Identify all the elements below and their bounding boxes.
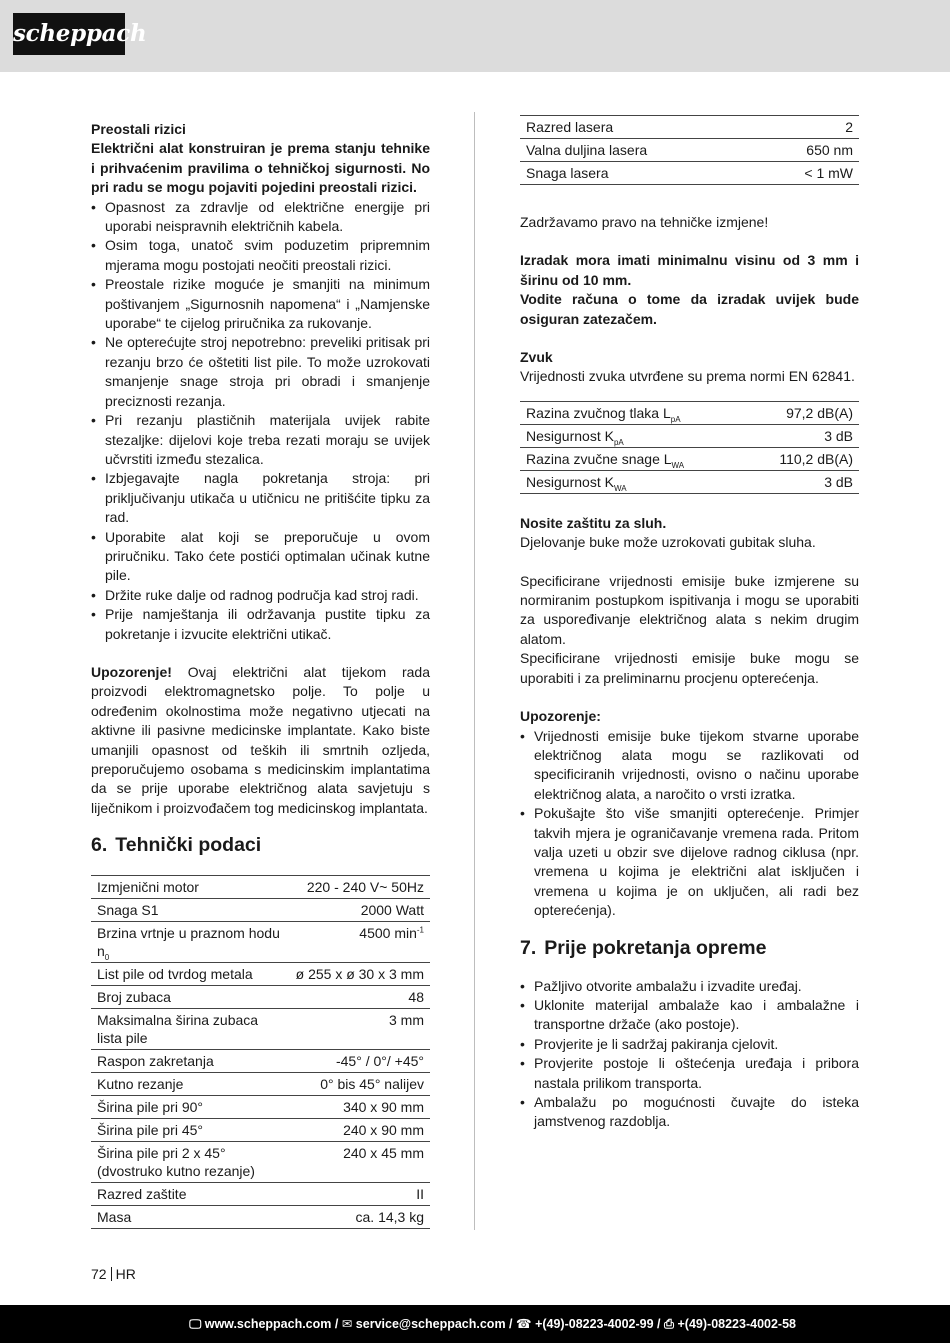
- table-row: [91, 899, 430, 922]
- spec-label: Kutno rezanje: [91, 1073, 290, 1096]
- email-link[interactable]: service@scheppach.com: [355, 1317, 506, 1331]
- emf-warning-text: Ovaj električni alat tijekom rada proizvodi elektromagnetsko polje. To polje u određenim okolnostima može negativno utjecati na aktivne ili pasivne medicinske implantate. Kako biste umanjili opasnost od teških ili smrtnih ozljeda, preporučujemo osobama s medicinskim implantatima da se prije uporabe električnog alata savjetuju s liječnikom i proizvođačem tog medicinskog implantata.: [91, 663, 430, 816]
- spec-label: Širina pile pri 2 x 45° (dvostruko kutno rezanje): [91, 1142, 290, 1183]
- phone-number[interactable]: +(49)-08223-4002-99: [535, 1317, 654, 1331]
- spec-value: 48: [290, 986, 430, 1009]
- table-row: [520, 401, 859, 424]
- table-row: [91, 986, 430, 1009]
- spec-label: Maksimalna širina zubaca lista pile: [91, 1009, 290, 1050]
- spec-value: 650 nm: [753, 139, 859, 162]
- spec-label: Broj zubaca: [91, 986, 290, 1009]
- spec-label: Razina zvučnog tlaka $L_{pA}$: [520, 401, 745, 424]
- spec-label: Razina zvučne snage $L_{WA}$: [520, 447, 745, 470]
- list-item: • Provjerite postoje li oštećenja uređaja i pribora nastala prilikom transporta.: [520, 1054, 859, 1093]
- sound-text: Vrijednosti zvuka utvrđene su prema normi EN 62841.: [520, 368, 855, 385]
- table-row: [91, 876, 430, 899]
- spec-label: Brzina vrtnje u praznom hodu $n_0$: [91, 922, 290, 963]
- spec-label: Razred zaštite: [91, 1183, 290, 1206]
- emf-warning: [91, 663, 430, 818]
- list-item: • Opasnost za zdravlje od električne energije pri uporabi neispravnih električnih kabela.: [91, 198, 430, 237]
- list-item: • Uklonite materijal ambalaže kao i ambalažne i transportne držače (ako postoje).: [520, 996, 859, 1035]
- noise-warning-list: [520, 727, 859, 921]
- spec-value: 340 x 90 mm: [290, 1096, 430, 1119]
- table-row: [520, 162, 859, 185]
- spec-label: Nesigurnost $K_{WA}$: [520, 470, 745, 493]
- list-item: • Pažljivo otvorite ambalažu i izvadite uređaj.: [520, 977, 859, 996]
- spec-label: Nesigurnost $K_{pA}$: [520, 424, 745, 447]
- table-row: [91, 1142, 430, 1183]
- spec-value: 2000 Watt: [290, 899, 430, 922]
- residual-risks-title: Preostali rizici: [91, 121, 186, 137]
- spec-label: Snaga lasera: [520, 162, 753, 185]
- table-row: [520, 447, 859, 470]
- spec-value: 3 mm: [290, 1009, 430, 1050]
- noise-spec-paragraph-2: Specificirane vrijednosti emisije buke mogu se uporabiti i za preliminarnu procjenu opterećenja.: [520, 650, 859, 686]
- spec-label: Snaga S1: [91, 899, 290, 922]
- table-row: [91, 1206, 430, 1229]
- spec-value: 3 dB: [745, 470, 859, 493]
- table-row: [91, 1183, 430, 1206]
- section-6-heading: 6. Tehnički podaci: [91, 834, 262, 857]
- list-item: • Prije namještanja ili održavanja pustite tipku za pokretanje i izvucite električni utikač.: [91, 605, 430, 644]
- email-icon: ✉: [341, 1317, 353, 1331]
- list-item: • Provjerite je li sadržaj pakiranja cjelovit.: [520, 1035, 859, 1054]
- list-item: • Osim toga, unatoč svim poduzetim pripremnim mjerama mogu postojati neočiti preostali rizici.: [91, 236, 430, 275]
- startup-list: [520, 977, 859, 1132]
- spec-value: ca. 14,3 kg: [290, 1206, 430, 1229]
- spec-label: Masa: [91, 1206, 290, 1229]
- list-item: • Pokušajte što više smanjiti opterećenje. Primjer takvih mjera je ograničavanje vremena rada. Pritom valja uzeti u obzir sve dijelove radnog ciklusa (npr. vremena u kojima je električni alat isključen i vremena u kojima je on uključen, ali radi bez opterećenja).: [520, 804, 859, 920]
- spec-label: Izmjenični motor: [91, 876, 290, 899]
- hearing-protection-title: Nosite zaštitu za sluh.: [520, 514, 667, 531]
- table-row: [91, 1050, 430, 1073]
- residual-risks-list: [91, 198, 430, 644]
- spec-value: 220 - 240 V~ 50Hz: [290, 876, 430, 899]
- spec-value: 0° bis 45° nalijev: [290, 1073, 430, 1096]
- section-7-heading: 7. Prije pokretanja opreme: [520, 936, 767, 959]
- hearing-protection-text: Djelovanje buke može uzrokovati gubitak sluha.: [520, 534, 816, 551]
- spec-value: 97,2 dB(A): [745, 401, 859, 424]
- list-item: • Vrijednosti emisije buke tijekom stvarne uporabe električnog alata mogu se razlikovati od specificiranih vrijednosti, ovisno o načinu uporabe električnog alata, a naročito o vrsti izratka.: [520, 727, 859, 805]
- spec-label: Razred lasera: [520, 116, 753, 139]
- emf-warning-label: Upozorenje!: [91, 663, 172, 680]
- spec-label: Valna duljina lasera: [520, 139, 753, 162]
- fax-icon: ⎙: [664, 1317, 675, 1331]
- spec-label: List pile od tvrdog metala: [91, 963, 290, 986]
- spec-value: 3 dB: [745, 424, 859, 447]
- spec-value: ø 255 x ø 30 x 3 mm: [290, 963, 430, 986]
- scheppach-logo[interactable]: scheppach: [13, 13, 125, 55]
- table-row: [91, 963, 430, 986]
- fax-number[interactable]: +(49)-08223-4002-58: [677, 1317, 796, 1331]
- workpiece-min-size: Izradak mora imati minimalnu visinu od 3 mm i širinu od 10 mm.: [520, 252, 859, 288]
- list-item: • Uporabite alat koji se preporučuje u ovom priručniku. Tako ćete postići optimalan učinak kutne pile.: [91, 528, 430, 586]
- list-item: • Preostale rizike moguće je smanjiti na minimum poštivanjem „Sigurnosnih napomena“ i „Namjenske uporabe“ te cijelog priručnika za rukovanje.: [91, 275, 430, 333]
- table-row: [91, 1119, 430, 1142]
- technical-changes-note: Zadržavamo pravo na tehničke izmjene!: [520, 214, 769, 230]
- spec-value: 240 x 45 mm: [290, 1142, 430, 1183]
- table-row: [91, 1096, 430, 1119]
- sound-title: Zvuk: [520, 349, 553, 366]
- noise-spec-paragraph-1: Specificirane vrijednosti emisije buke izmjerene su normiranim postupkom ispitivanja i mogu se uporabiti za uspoređivanje električnog alata s nekim drugim alatom.: [520, 572, 859, 647]
- list-item: • Ambalažu po mogućnosti čuvajte do isteka jamstvenog razdoblja.: [520, 1093, 859, 1132]
- spec-label: Širina pile pri 45°: [91, 1119, 290, 1142]
- spec-value: 4500 $\min^{-1}$: [290, 922, 430, 963]
- table-row: [520, 139, 859, 162]
- list-item: • Pri rezanju plastičnih materijala uvijek rabite stezaljke: dijelovi koje treba rezati moraju se uvijek učvrstiti između stezalica.: [91, 411, 430, 469]
- spec-value: < 1 mW: [753, 162, 859, 185]
- column-divider: [474, 112, 475, 1230]
- list-item: • Držite ruke dalje od radnog područja kad stroj radi.: [91, 586, 430, 605]
- sound-table: [520, 401, 859, 494]
- noise-warning-title: Upozorenje:: [520, 708, 601, 725]
- table-row: [520, 424, 859, 447]
- table-row: [520, 470, 859, 493]
- table-row: [520, 116, 859, 139]
- spec-value: 110,2 dB(A): [745, 447, 859, 470]
- footer-band: 🖵 www.scheppach.com / ✉ service@scheppach.com / ☎ +(49)-08223-4002-99 / ⎙ +(49)-08223-4002-58: [0, 1305, 950, 1343]
- table-row: [91, 1073, 430, 1096]
- website-link[interactable]: www.scheppach.com: [204, 1317, 332, 1331]
- residual-risks-intro: Električni alat konstruiran je prema stanju tehnike i prihvaćenim pravilima o tehničkoj sigurnosti. No pri radu se mogu pojaviti pojedini preostali rizici.: [91, 140, 430, 196]
- laser-table: [520, 115, 859, 185]
- workpiece-clamp-note: Vodite računa o tome da izradak uvijek bude osiguran zatezačem.: [520, 291, 859, 327]
- spec-label: Širina pile pri 90°: [91, 1096, 290, 1119]
- spec-label: Raspon zakretanja: [91, 1050, 290, 1073]
- list-item: • Ne opterećujte stroj nepotrebno: preveliki pritisak pri rezanju brzo će oštetiti list pile. To može uzrokovati smanjenje snage stroja pri obradi i smanjenje preciznosti rezanja.: [91, 333, 430, 411]
- table-row: [91, 1009, 430, 1050]
- spec-value: 2: [753, 116, 859, 139]
- page-number: 72 HR: [91, 1266, 136, 1282]
- spec-value: II: [290, 1183, 430, 1206]
- table-row: [91, 922, 430, 963]
- spec-value: -45° / 0°/ +45°: [290, 1050, 430, 1073]
- phone-icon: ☎: [516, 1317, 532, 1331]
- left-column: [91, 120, 430, 1229]
- monitor-icon: 🖵: [189, 1317, 202, 1331]
- right-column: [520, 115, 859, 1132]
- list-item: • Izbjegavajte nagla pokretanja stroja: pri priključivanju utikača u utičnicu ne pritišćite tipku za rad.: [91, 469, 430, 527]
- spec-value: 240 x 90 mm: [290, 1119, 430, 1142]
- technical-data-table: [91, 875, 430, 1229]
